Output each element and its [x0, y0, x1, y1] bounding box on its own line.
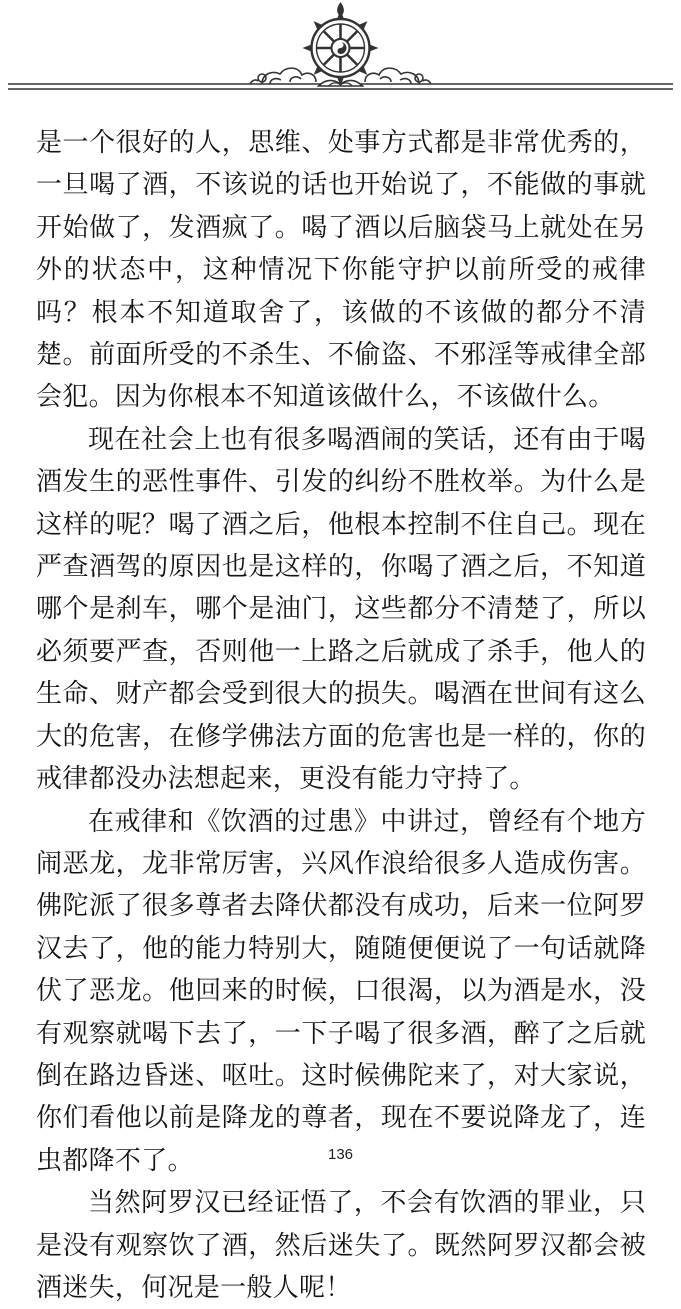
page-number: 136: [327, 1146, 354, 1163]
paragraph-3: 在戒律和《饮酒的过患》中讲过，曾经有个地方闹恶龙，龙非常厉害，兴风作浪给很多人造成伤害。佛陀派了很多尊者去降伏都没有成功，后来一位阿罗汉去了，他的能力特别大，随随便便说了一句话就降伏了恶龙。他回来的时候，口很渴，以为酒是水，没有观察就喝下去了，一下子喝了很多酒，醉了之后就倒在路边昏迷、呕吐。这时候佛陀来了，对大家说，你们看他以前是降龙的尊者，现在不要说降龙了，连虫都降不了。: [36, 806, 646, 1176]
paragraph-4: 当然阿罗汉已经证悟了，不会有饮酒的罪业，只是没有观察饮了酒，然后迷失了。既然阿罗汉都会被酒迷失，何况是一般人呢！: [36, 1188, 646, 1303]
cloud-scroll-left-icon: [250, 68, 316, 84]
dharma-wheel-icon: [303, 2, 379, 86]
cloud-scroll-right-icon: [365, 68, 431, 84]
page-body: [36, 122, 646, 1309]
paragraph-2: 现在社会上也有很多喝酒闹的笑话，还有由于喝酒发生的恶性事件、引发的纠纷不胜枚举。为什么是这样的呢？喝了酒之后，他根本控制不住自己。现在严查酒驾的原因也是这样的，你喝了酒之后，不知道哪个是刹车，哪个是油门，这些都分不清楚了，所以必须要严查，否则他一上路之后就成了杀手，他人的生命、财产都会受到很大的损失。喝酒在世间有这么大的危害，在修学佛法方面的危害也是一样的，你的戒律都没办法想起来，更没有能力守持了。: [36, 424, 646, 795]
paragraph-1: 是一个很好的人，思维、处事方式都是非常优秀的，一旦喝了酒，不该说的话也开始说了，不能做的事就开始做了，发酒疯了。喝了酒以后脑袋马上就处在另外的状态中，这种情况下你能守护以前所受的戒律吗？根本不知道取舍了，该做的不该做的都分不清楚。前面所受的不杀生、不偷盗、不邪淫等戒律全部会犯。因为你根本不知道该做什么，不该做什么。: [36, 128, 646, 413]
header-ornament: [0, 0, 681, 112]
